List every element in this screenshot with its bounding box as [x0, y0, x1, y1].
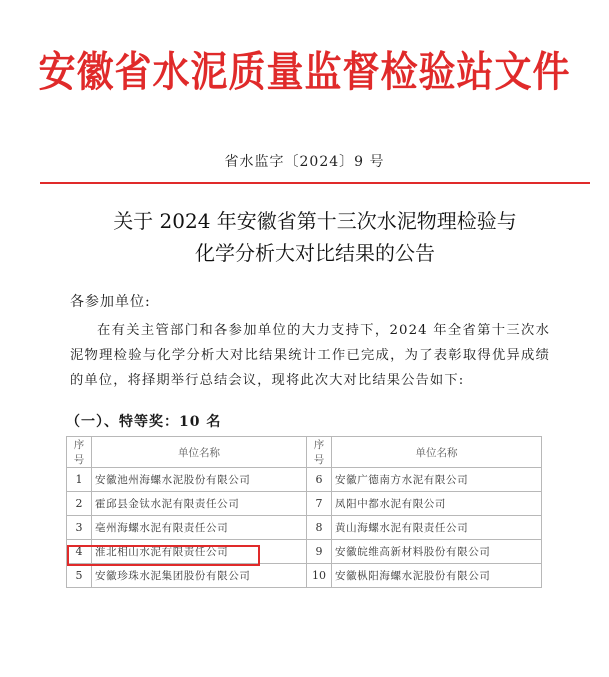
red-divider-line	[40, 182, 590, 184]
row-number: 6	[307, 468, 332, 492]
unit-name: 凤阳中都水泥有限公司	[332, 492, 542, 516]
header-no-2: 序号	[307, 437, 332, 468]
document-number: 省水监字〔2024〕9 号	[224, 154, 385, 170]
row-number: 7	[307, 492, 332, 516]
table-row	[67, 516, 542, 540]
unit-name: 霍邱县金钛水泥有限责任公司	[92, 492, 307, 516]
header-name-2: 单位名称	[332, 437, 542, 468]
unit-name: 安徽池州海螺水泥股份有限公司	[92, 468, 307, 492]
unit-name: 淮北相山水泥有限责任公司	[92, 540, 307, 564]
unit-name: 黄山海螺水泥有限责任公司	[332, 516, 542, 540]
unit-name: 安徽枞阳海螺水泥股份有限公司	[332, 564, 542, 588]
document-title-line-1: 关于 2024 年安徽省第十三次水泥物理检验与	[113, 209, 517, 233]
row-number: 9	[307, 540, 332, 564]
header-no: 序号	[67, 437, 92, 468]
salutation: 各参加单位:	[70, 294, 151, 310]
table-row	[67, 492, 542, 516]
header-name: 单位名称	[92, 437, 307, 468]
row-number: 1	[67, 468, 92, 492]
unit-name: 亳州海螺水泥有限责任公司	[92, 516, 307, 540]
table-row	[67, 468, 542, 492]
row-number: 8	[307, 516, 332, 540]
unit-name: 安徽珍珠水泥集团股份有限公司	[92, 564, 307, 588]
row-number: 2	[67, 492, 92, 516]
row-number: 4	[67, 540, 92, 564]
highlight-box	[67, 545, 260, 566]
body-paragraph: 在有关主管部门和各参加单位的大力支持下，2024 年全省第十三次水泥物理检验与化学分析大对比结果统计工作已完成，为了表彰取得优异成绩的单位，将择期举行总结会议，现将此次大对比结果公告如下:	[70, 323, 550, 388]
row-number: 5	[67, 564, 92, 588]
document-title-line-2: 化学分析大对比结果的公告	[195, 241, 435, 265]
org-header-title: 安徽省水泥质量监督检验站文件	[38, 46, 571, 97]
section-heading: （一）、特等奖：10 名	[66, 414, 222, 430]
unit-name: 安徽广德南方水泥有限公司	[332, 468, 542, 492]
row-number: 10	[307, 564, 332, 588]
table-header-row	[67, 437, 542, 468]
document-title	[40, 205, 590, 269]
table-row	[67, 564, 542, 588]
unit-name: 安徽皖维高新材料股份有限公司	[332, 540, 542, 564]
row-number: 3	[67, 516, 92, 540]
